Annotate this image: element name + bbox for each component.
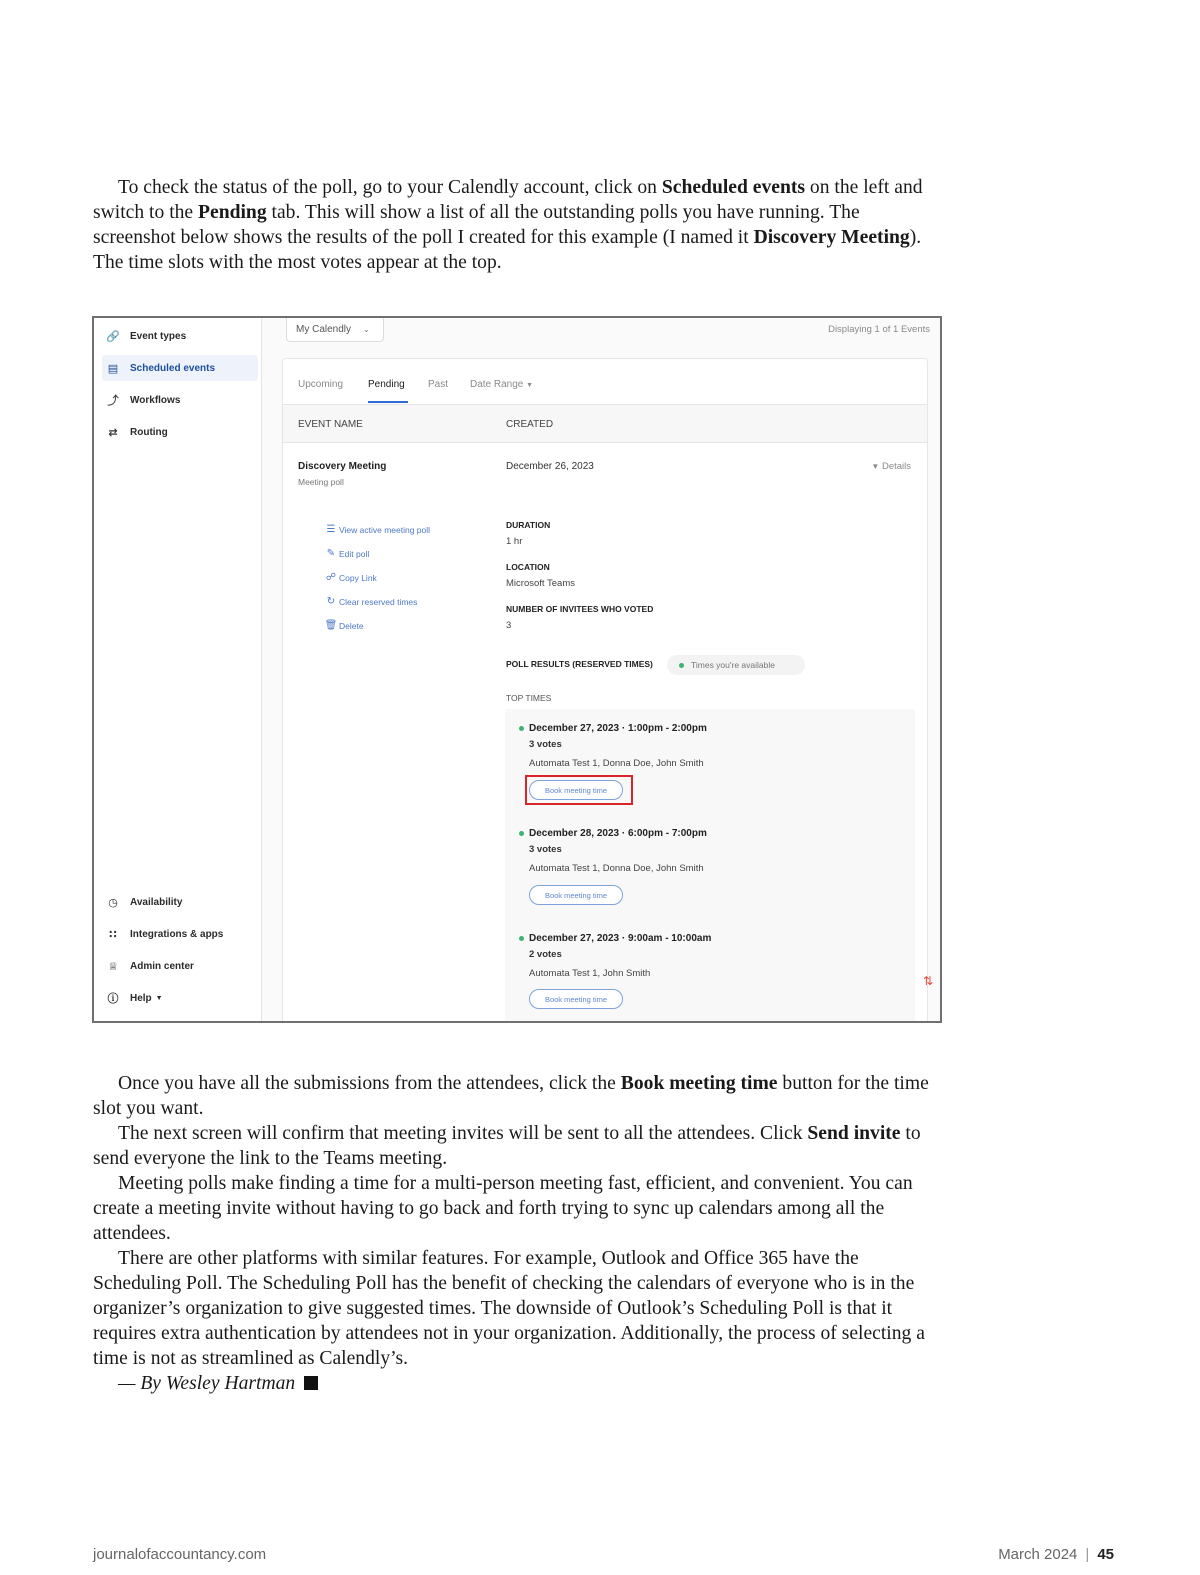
paragraph-meeting-polls: Meeting polls make finding a time for a multi-person meeting fast, efficient, and convenient. You can create a meeting invite without having to go back and forth trying to sync up calendars among all the attendees. [93,1173,913,1244]
chevron-down-icon: ▼ [155,994,163,1002]
calendar-icon: ▤ [107,362,119,375]
availability-legend: Times you're available [667,655,805,675]
slot-votes: 3 votes [529,844,562,855]
sidebar-item-help[interactable]: ⓘ Help ▼ [102,985,258,1011]
tab-date-range[interactable]: Date Range ▼ [470,379,534,390]
sidebar [94,318,262,1021]
column-header [283,405,927,443]
footer-issue: March 2024 | 45 [998,1546,1114,1563]
calendly-screenshot [92,316,942,1023]
refresh-icon: ↻ [326,596,336,607]
details-toggle[interactable]: ▼ Details [871,461,911,472]
book-meeting-time-term: Book meeting time [620,1073,778,1094]
sidebar-item-integrations[interactable]: ∷ Integrations & apps [102,921,258,947]
caret-down-icon: ▼ [871,462,880,471]
duration-label: DURATION [506,520,551,530]
event-name[interactable]: Discovery Meeting [298,461,387,472]
body-text-block [93,1071,943,1396]
sidebar-item-workflows[interactable]: ⤴ Workflows [102,387,258,413]
crown-icon: ♕ [108,960,118,973]
routing-icon: ⇄ [108,426,118,439]
poll-results-label: POLL RESULTS (RESERVED TIMES) [506,659,653,669]
book-meeting-time-button[interactable]: Book meeting time [529,780,623,800]
tab-bar [283,359,927,405]
trash-icon: 🗑 [324,620,338,631]
location-label: LOCATION [506,562,550,572]
top-times-list [505,709,915,1023]
end-mark-icon [304,1376,318,1390]
scheduled-events-term: Scheduled events [661,177,806,198]
event-created-date: December 26, 2023 [506,461,594,472]
delete-link[interactable]: 🗑 Delete [324,620,364,631]
paragraph-send-invite: The next screen will confirm that meeting invites will be sent to all the attendees. Click Send invite to send everyone the link to the Teams meeting. [93,1123,921,1169]
sidebar-item-availability[interactable]: ◷ Availability [102,889,258,915]
voted-value: 3 [506,620,512,631]
voted-label: NUMBER OF INVITEES WHO VOTED [506,604,654,614]
page-number: 45 [1097,1546,1114,1563]
sidebar-item-routing[interactable]: ⇄ Routing [102,419,258,445]
clear-times-link[interactable]: ↻ Clear reserved times [326,596,418,607]
location-value: Microsoft Teams [506,578,575,589]
intro-paragraph: To check the status of the poll, go to your Calendly account, click on Scheduled events on the left and switch to the Pending tab. This will show a list of all the outstanding polls you have running. The screenshot below shows the results of the poll I created for this example (I named it Discovery Meeting). The time slots with the most votes appear at the top. [93,177,923,273]
footer-site: journalofaccountancy.com [93,1546,267,1563]
chevron-down-icon: ⌄ [363,325,370,334]
caret-down-icon: ▼ [526,382,534,389]
pencil-icon: ✎ [326,548,336,559]
duration-value: 1 hr [506,536,523,547]
list-icon: ☰ [326,524,336,535]
slot-voters: Automata Test 1, Donna Doe, John Smith [529,863,704,874]
help-icon: ⓘ [107,993,119,1005]
tab-past[interactable]: Past [428,379,449,390]
copy-link-link[interactable]: ☍ Copy Link [325,572,377,583]
pending-term: Pending [198,202,267,223]
paragraph-book-meeting: Once you have all the submissions from the attendees, click the Book meeting time button for the time slot you want. [93,1073,929,1119]
top-times-label: TOP TIMES [506,693,552,703]
clock-icon: ◷ [108,896,118,909]
slot-votes: 2 votes [529,949,562,960]
events-card [282,358,928,1023]
column-event-name: EVENT NAME [298,419,363,430]
green-dot-icon [519,726,524,731]
apps-grid-icon: ∷ [109,928,117,941]
slot-votes: 3 votes [529,739,562,750]
green-dot-icon [519,936,524,941]
column-created: CREATED [506,419,554,430]
sidebar-item-event-types[interactable]: 🔗 Event types [102,323,258,349]
event-type: Meeting poll [298,477,344,487]
send-invite-term: Send invite [807,1123,901,1144]
sidebar-item-scheduled-events[interactable]: ▤ Scheduled events [102,355,258,381]
footer-divider: | [1085,1546,1090,1563]
green-dot-icon [679,663,684,668]
slot-voters: Automata Test 1, Donna Doe, John Smith [529,758,704,769]
slot-voters: Automata Test 1, John Smith [529,968,651,979]
link-icon: ☍ [325,572,337,583]
scroll-widget-icon[interactable]: ⇅ [923,974,934,988]
main-panel [262,318,940,1021]
sidebar-item-admin-center[interactable]: ♕ Admin center [102,953,258,979]
paragraph-other-platforms: There are other platforms with similar features. For example, Outlook and Office 365 have the Scheduling Poll. The Scheduling Poll has the benefit of checking the calendars of everyone who is in the organizer’s organization to give suggested times. The downside of Outlook’s Scheduling Poll is that it requires extra authentication by attendees not in your organization. Additionally, the process of selecting a time is not as streamlined as Calendly’s. [93,1248,925,1369]
tab-upcoming[interactable]: Upcoming [298,379,344,390]
displaying-count: Displaying 1 of 1 Events [828,324,930,335]
active-tab-indicator [368,401,408,403]
discovery-meeting-term: Discovery Meeting [753,227,910,248]
book-meeting-time-button[interactable]: Book meeting time [529,989,623,1009]
tab-pending[interactable]: Pending [368,379,405,390]
green-dot-icon [519,831,524,836]
view-poll-link[interactable]: ☰ View active meeting poll [326,524,431,535]
book-meeting-time-button[interactable]: Book meeting time [529,885,623,905]
byline: — By Wesley Hartman [93,1371,943,1396]
slot-time: December 27, 2023 · 1:00pm - 2:00pm [529,723,707,734]
slot-time: December 28, 2023 · 6:00pm - 7:00pm [529,828,707,839]
edit-poll-link[interactable]: ✎ Edit poll [326,548,370,559]
slot-time: December 27, 2023 · 9:00am - 10:00am [529,933,711,944]
link-icon: 🔗 [106,330,120,343]
intro-text-block [93,175,943,275]
calendly-dropdown[interactable]: My Calendly ⌄ [286,318,384,342]
workflow-icon: ⤴ [107,395,119,407]
